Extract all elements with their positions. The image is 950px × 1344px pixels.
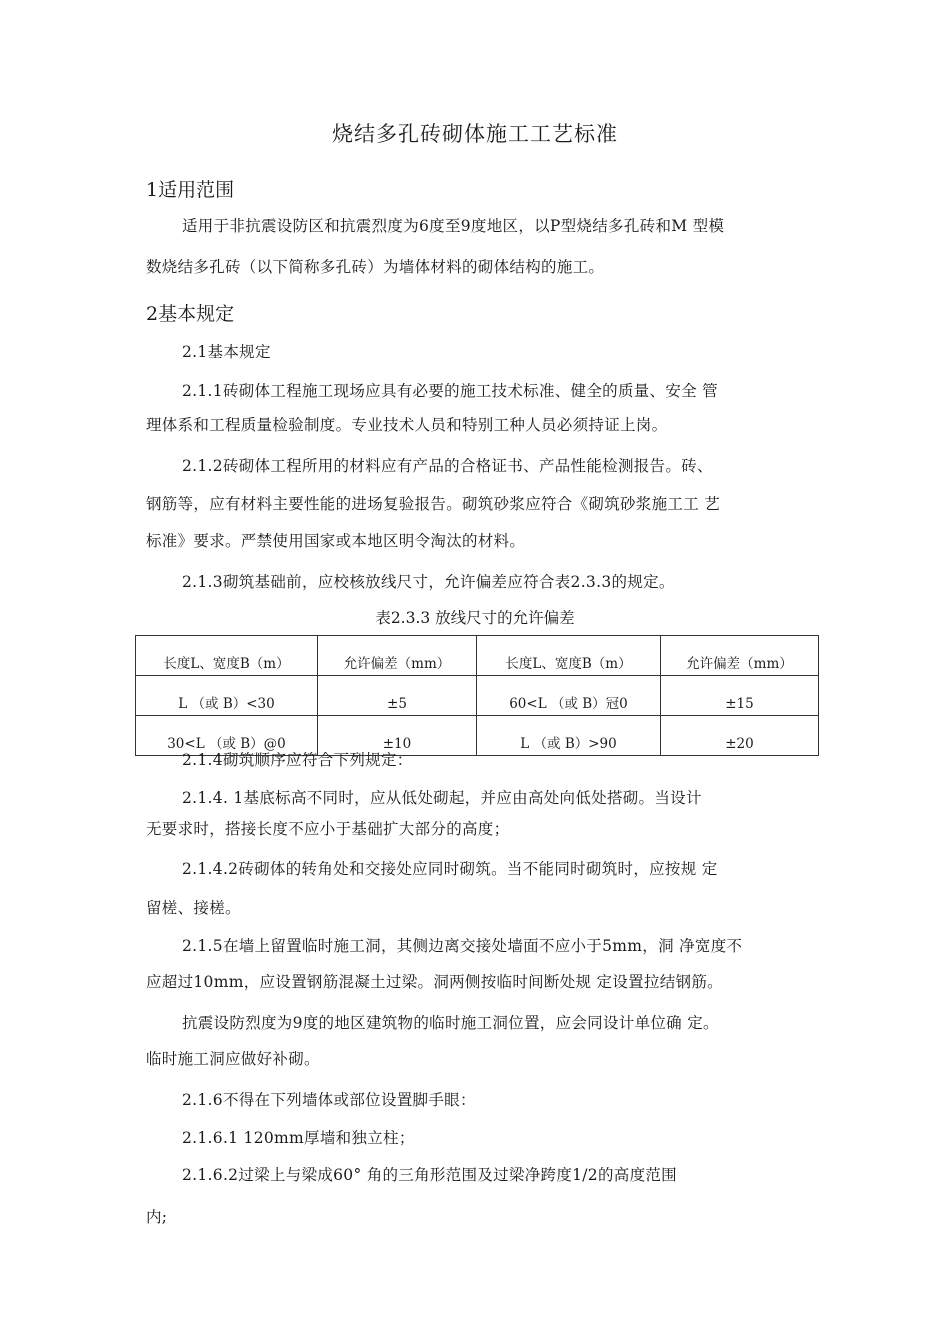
clause-2-1-2-line: 标准》要求。严禁使用国家或本地区明令淘汰的材料。 (146, 532, 526, 550)
table-cell: L （或 B）>90 (477, 716, 661, 756)
table-row (136, 676, 819, 716)
clause-2-1-5-line: 应超过10mm，应设置钢筋混凝土过梁。洞两侧按临时间断处规 定设置拉结钢筋。 (146, 973, 723, 991)
table-cell: 60<L （或 B）冠0 (477, 676, 661, 716)
clause-2-1-2-line: 2.1.2砖砌体工程所用的材料应有产品的合格证书、产品性能检测报告。砖、 (182, 457, 713, 475)
clause-2-1-6-1: 2.1.6.1 120mm厚墙和独立柱； (182, 1129, 415, 1147)
table-cell: ±15 (661, 676, 819, 716)
table-header-cell: 长度L、宽度B（m） (136, 636, 318, 676)
clause-2-1-4-2-line: 留槎、接槎。 (146, 899, 241, 917)
table-header-cell: 长度L、宽度B（m） (477, 636, 661, 676)
table-cell: ±10 (318, 716, 477, 756)
table-cell: L （或 B）<30 (136, 676, 318, 716)
table-cell: ±20 (661, 716, 819, 756)
table-caption: 表2.3.3 放线尺寸的允许偏差 (375, 609, 575, 627)
clause-2-1-6-2-line: 内; (146, 1208, 168, 1226)
section-1-paragraph-line: 数烧结多孔砖（以下简称多孔砖）为墙体材料的砌体结构的施工。 (146, 258, 605, 276)
clause-2-1-5-note-line: 临时施工洞应做好补砌。 (146, 1050, 320, 1068)
section-2-heading: 2基本规定 (146, 303, 235, 325)
clause-2-1-4-1-line: 无要求时，搭接长度不应小于基础扩大部分的高度； (146, 820, 510, 838)
clause-2-1-1-line: 理体系和工程质量检验制度。专业技术人员和特别工种人员必须持证上岗。 (146, 416, 668, 434)
clause-2-1-2-line: 钢筋等，应有材料主要性能的进场复验报告。砌筑砂浆应符合《砌筑砂浆施工工 艺 (146, 495, 721, 513)
table-header-row (136, 636, 819, 676)
clause-2-1-6: 2.1.6不得在下列墙体或部位设置脚手眼： (182, 1091, 476, 1109)
tolerance-table (135, 635, 819, 756)
clause-2-1-4-2-line: 2.1.4.2砖砌体的转角处和交接处应同时砌筑。当不能同时砌筑时，应按规 定 (182, 860, 718, 878)
table-header-cell: 允许偏差（mm） (661, 636, 819, 676)
section-1-heading: 1适用范围 (146, 179, 235, 201)
section-1-paragraph-line: 适用于非抗震设防区和抗震烈度为6度至9度地区，以P型烧结多孔砖和M 型模 (182, 217, 725, 235)
document-title: 烧结多孔砖砌体施工工艺标准 (332, 122, 618, 146)
clause-2-1-4-1-line: 2.1.4. 1基底标高不同时，应从低处砌起，并应由高处向低处搭砌。当设计 (182, 789, 702, 807)
table-cell: ±5 (318, 676, 477, 716)
clause-2-1-5-note-line: 抗震设防烈度为9度的地区建筑物的临时施工洞位置，应会同设计单位确 定。 (182, 1014, 719, 1032)
clause-2-1-1-line: 2.1.1砖砌体工程施工现场应具有必要的施工技术标准、健全的质量、安全 管 (182, 382, 718, 400)
clause-2-1-3: 2.1.3砌筑基础前，应校核放线尺寸，允许偏差应符合表2.3.3的规定。 (182, 573, 675, 591)
clause-2-1-4: 2.1.4砌筑顺序应符合下列规定： (182, 751, 413, 769)
table-header-cell: 允许偏差（mm） (318, 636, 477, 676)
table-cell: 30<L （或 B）@0 (136, 716, 318, 756)
clause-2-1-5-line: 2.1.5在墙上留置临时施工洞，其侧边离交接处墙面不应小于5mm，洞 净宽度不 (182, 937, 743, 955)
clause-2-1: 2.1基本规定 (182, 343, 271, 361)
clause-2-1-6-2-line: 2.1.6.2过梁上与梁成60° 角的三角形范围及过梁净跨度1/2的高度范围 (182, 1166, 677, 1184)
